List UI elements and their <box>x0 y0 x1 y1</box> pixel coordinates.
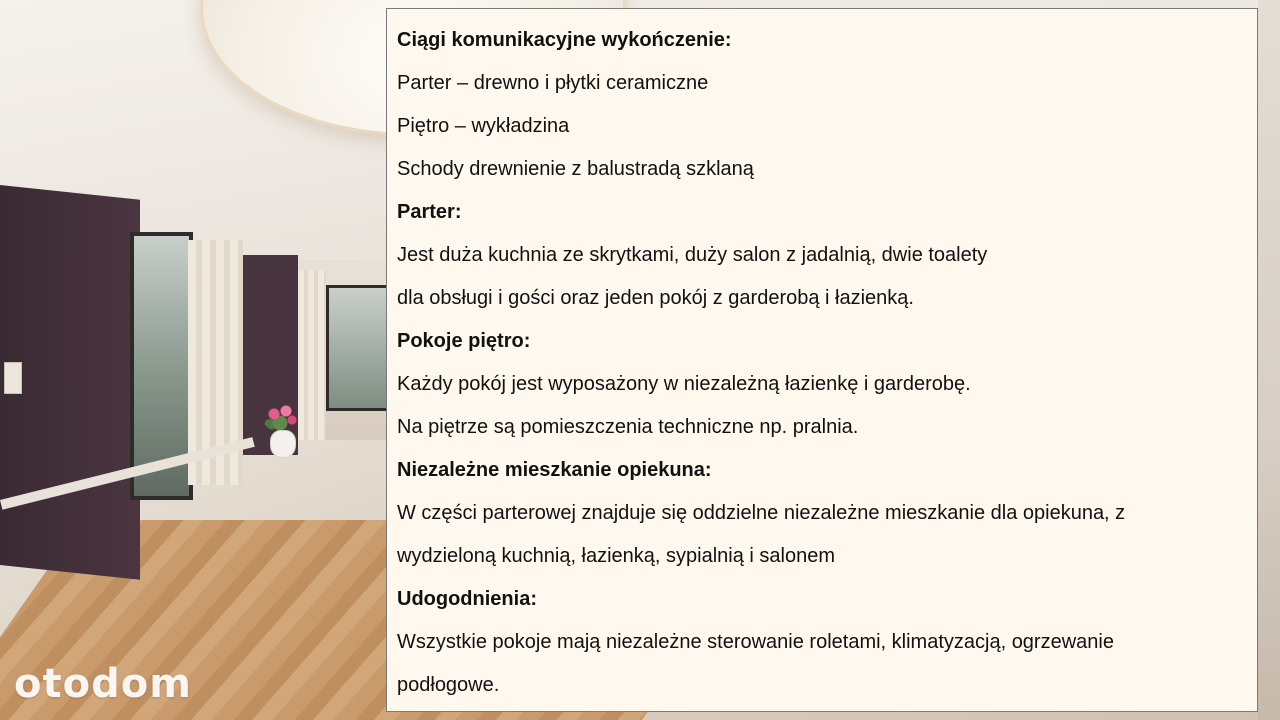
description-line: Parter – drewno i płytki ceramiczne <box>397 72 709 94</box>
description-panel <box>386 8 1258 712</box>
light-switch <box>4 362 22 394</box>
description-line: Niezależne mieszkanie opiekuna: <box>397 459 712 481</box>
description-line: dla obsługi i gości oraz jeden pokój z garderobą i łazienką. <box>397 287 914 309</box>
description-line: Schody drewnienie z balustradą szklaną <box>397 158 754 180</box>
description-line: Udogodnienia: <box>397 588 537 610</box>
description-line: Wszystkie pokoje mają niezależne sterowanie roletami, klimatyzacją, ogrzewanie <box>397 631 1114 653</box>
flower-bouquet <box>262 402 302 432</box>
otodom-logo: otodom <box>14 661 192 707</box>
description-line: W części parterowej znajduje się oddzielne niezależne mieszkanie dla opiekuna, z <box>397 502 1126 524</box>
description-line: Piętro – wykładzina <box>397 115 570 137</box>
description-line: Pokoje piętro: <box>397 330 531 352</box>
description-line: wydzieloną kuchnią, łazienką, sypialnią i salonem <box>397 545 836 567</box>
description-line: Każdy pokój jest wyposażony w niezależną łazienkę i garderobę. <box>397 373 971 395</box>
description-line: Parter: <box>397 201 462 223</box>
curtain <box>298 270 326 440</box>
window <box>326 285 392 411</box>
vase <box>270 430 296 458</box>
description-line: Na piętrze są pomieszczenia techniczne np. pralnia. <box>397 416 859 438</box>
description-line: podłogowe. <box>397 674 500 696</box>
photo-edge <box>1258 0 1280 720</box>
description-line: Ciągi komunikacyjne wykończenie: <box>397 29 732 51</box>
description-line: Jest duża kuchnia ze skrytkami, duży salon z jadalnią, dwie toalety <box>397 244 988 266</box>
